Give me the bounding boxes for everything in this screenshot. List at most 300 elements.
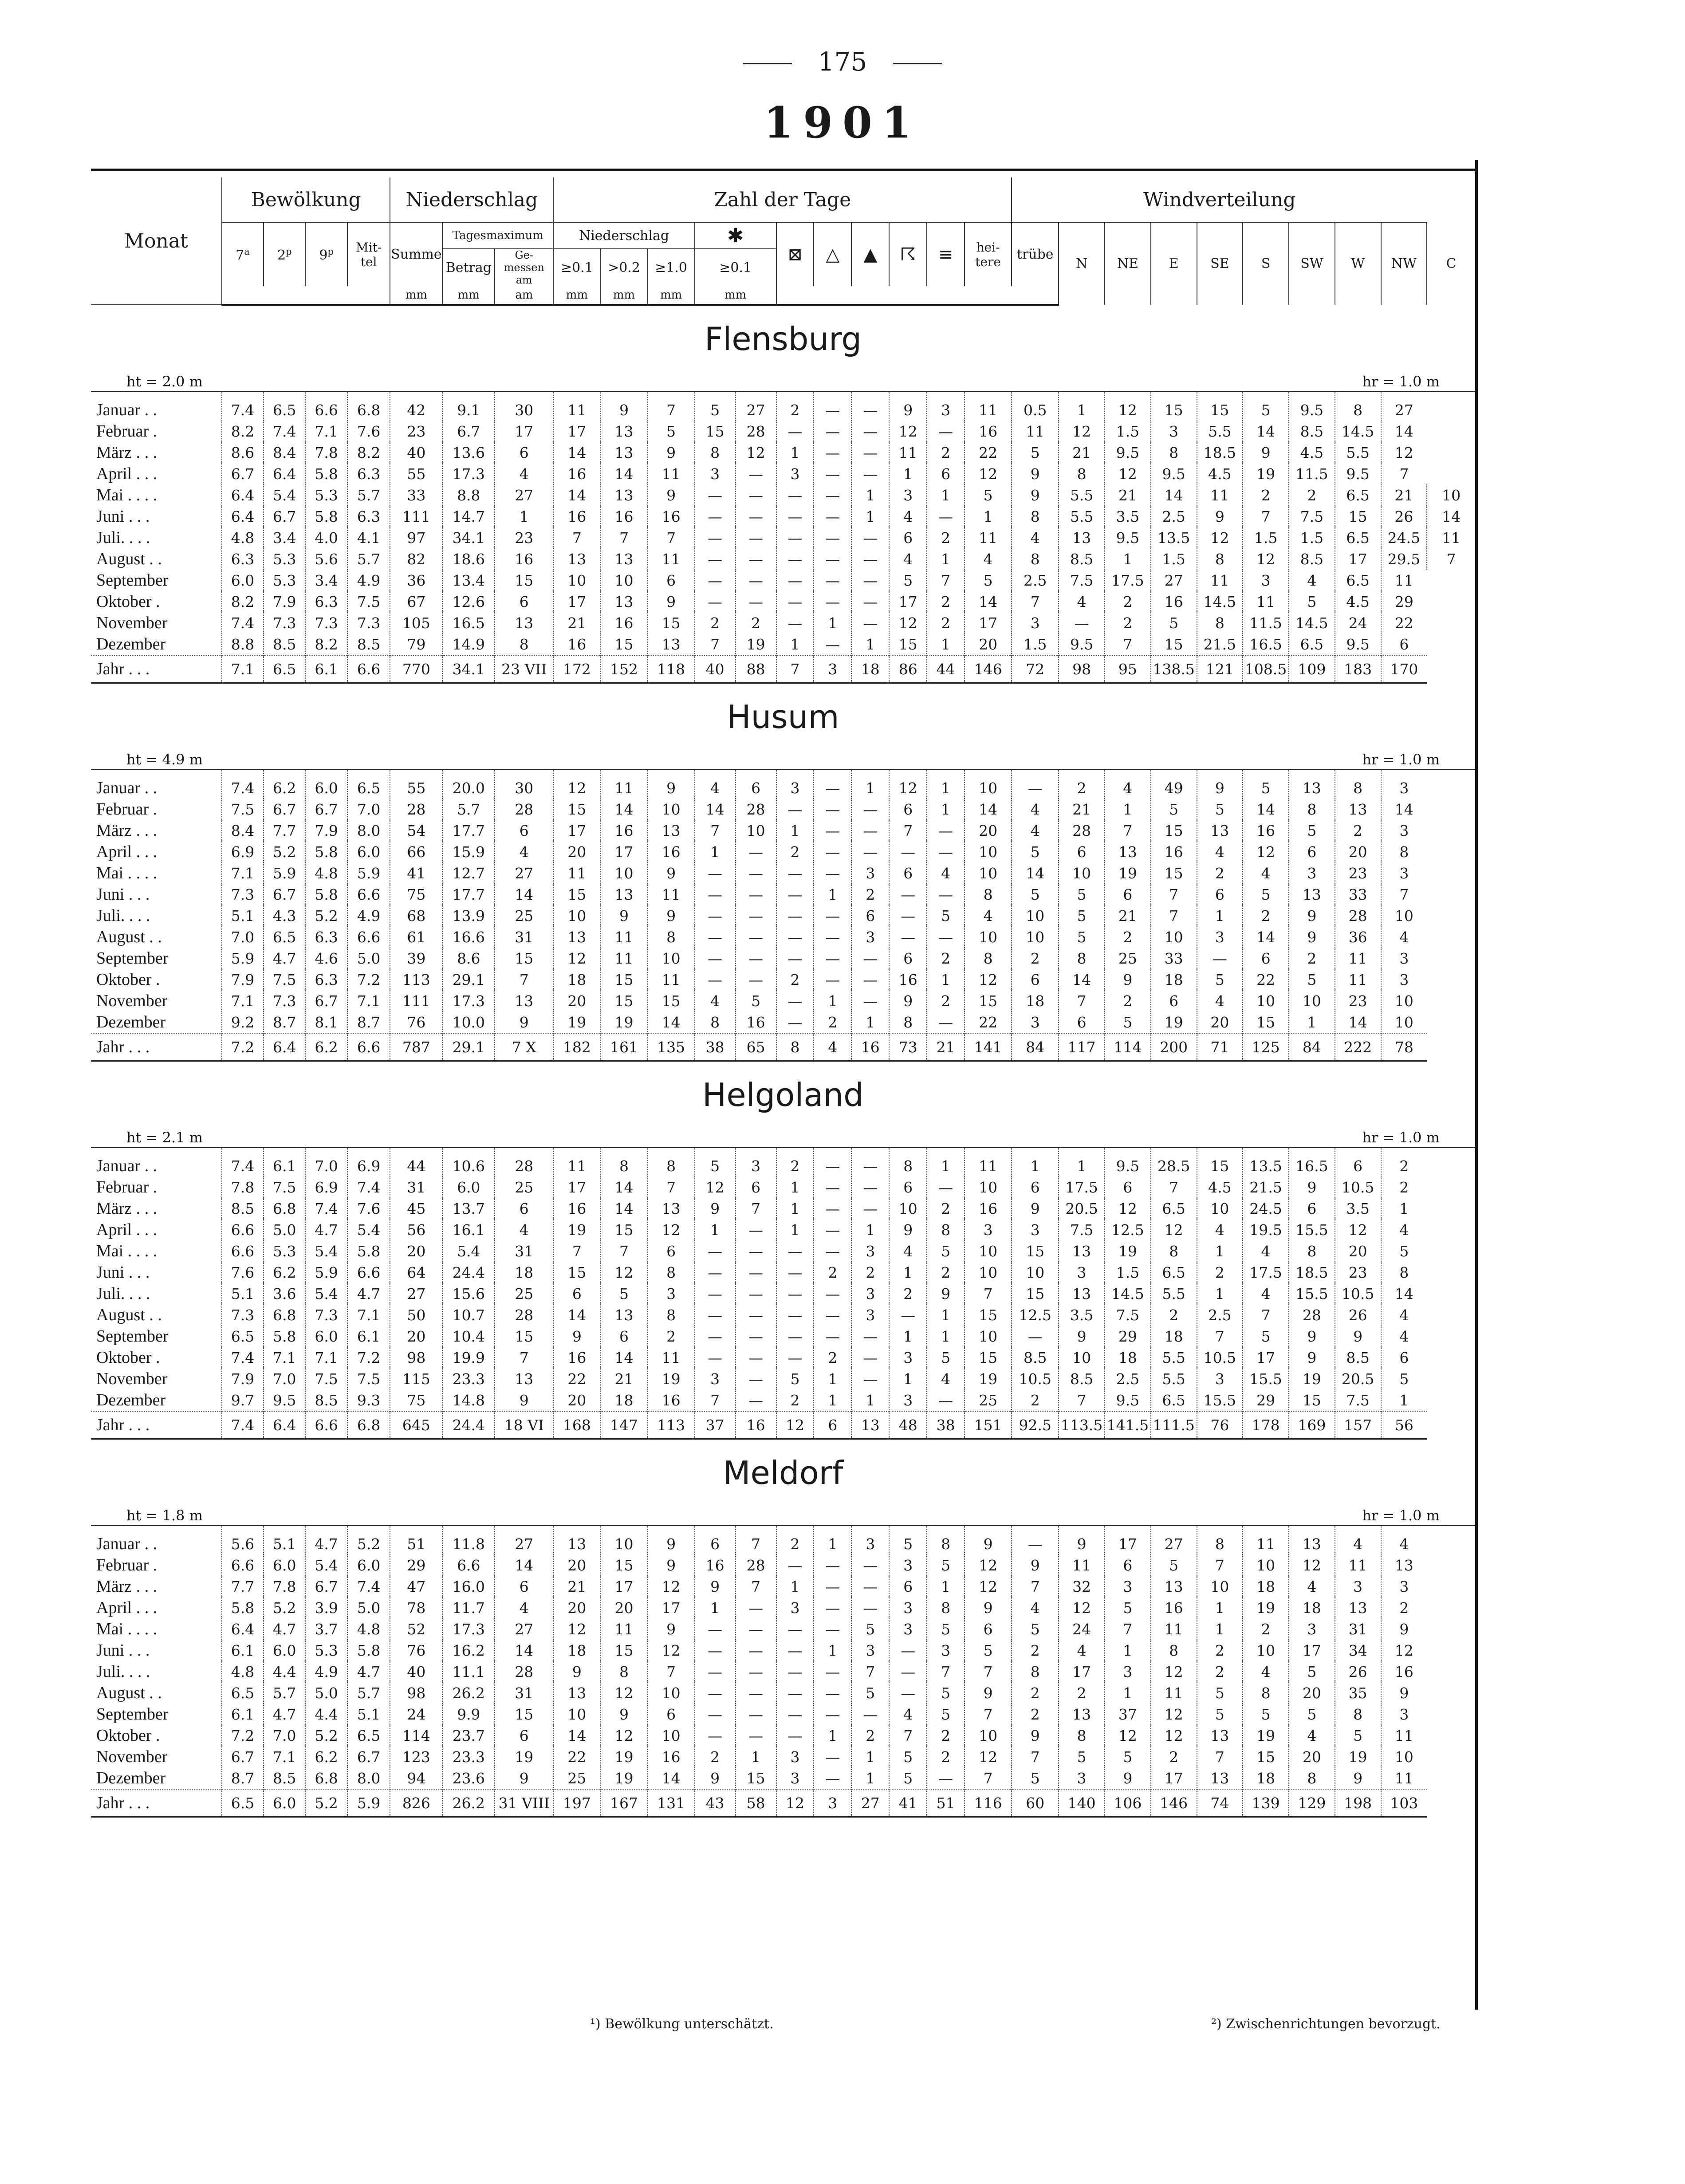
table-cell: 9 [695, 1198, 736, 1219]
table-cell: 1 [495, 506, 553, 527]
table-cell: 3 [851, 926, 889, 948]
table-cell: 5.5 [1059, 484, 1105, 506]
table-cell: 5 [776, 1368, 814, 1389]
table-cell: 6.7 [347, 1746, 390, 1767]
table-cell: 10 [965, 862, 1012, 884]
table-cell: 15.5 [1243, 1368, 1289, 1389]
table-cell: 6 [495, 820, 553, 841]
table-cell: — [851, 612, 889, 634]
table-cell: 15 [1012, 1283, 1059, 1304]
table-cell: 8.7 [222, 1767, 264, 1789]
table-cell: 2.5 [1105, 1368, 1151, 1389]
table-cell: 38 [695, 1033, 736, 1061]
table-cell: 7 [1105, 1618, 1151, 1640]
table-cell: 5.4 [305, 1283, 347, 1304]
table-cell: — [695, 1725, 736, 1746]
table-cell: 8 [1197, 1526, 1243, 1555]
table-row [91, 862, 1475, 884]
table-cell: 24.5 [1243, 1198, 1289, 1219]
table-cell: 8.5 [264, 634, 305, 655]
table-cell: 5.4 [264, 484, 305, 506]
table-cell: 11 [1335, 969, 1381, 990]
table-cell: 1 [1197, 1283, 1243, 1304]
table-cell: 8 [1289, 1767, 1335, 1789]
month-label: November [96, 992, 168, 1010]
table-cell: 10 [648, 1725, 695, 1746]
table-cell: 13 [1289, 770, 1335, 799]
table-cell: 8.5 [347, 634, 390, 655]
station-hr: hr = 1.0 m [851, 372, 1475, 392]
col-gemessen: Ge-messen am [495, 249, 553, 287]
table-cell: 7 [495, 969, 553, 990]
table-cell: 7 [695, 820, 736, 841]
month-label: April . . . [96, 1598, 157, 1617]
table-cell: 9 [1197, 770, 1243, 799]
table-cell: 18 [851, 655, 889, 683]
table-cell: 10 [1427, 484, 1475, 506]
table-cell: 9.1 [442, 392, 495, 421]
table-cell: 22 [553, 1368, 600, 1389]
table-cell: 6 [1381, 1347, 1427, 1368]
table-cell: 18 [1105, 1347, 1151, 1368]
table-cell: 24 [390, 1704, 442, 1725]
table-cell: 31 [495, 1240, 553, 1262]
table-cell: 5 [1151, 1554, 1197, 1576]
table-cell: 11 [1012, 421, 1059, 442]
table-cell: 12 [965, 1554, 1012, 1576]
table-cell: 2 [776, 1148, 814, 1177]
table-cell: 3 [776, 1746, 814, 1767]
table-cell: — [736, 570, 776, 591]
table-cell: 16 [965, 1198, 1012, 1219]
table-row [91, 1283, 1475, 1304]
table-cell: 5.7 [264, 1682, 305, 1704]
table-cell: 9 [889, 1219, 927, 1240]
table-cell: 7.8 [264, 1576, 305, 1597]
table-cell: 7.0 [347, 799, 390, 820]
table-cell: 12.5 [1105, 1219, 1151, 1240]
month-label: Februar . [96, 1556, 157, 1574]
table-cell: 1 [776, 1576, 814, 1597]
table-cell: 9 [495, 1389, 553, 1411]
table-cell: — [814, 1177, 851, 1198]
table-cell: 13 [1289, 884, 1335, 905]
table-cell: 8 [695, 1011, 736, 1033]
table-cell: 2.5 [1012, 570, 1059, 591]
table-cell: 19 [1151, 1011, 1197, 1033]
table-cell: 14 [1427, 506, 1475, 527]
table-cell: 13.7 [442, 1198, 495, 1219]
table-cell: 8.2 [305, 634, 347, 655]
table-cell: 28 [736, 421, 776, 442]
table-cell: 7 [495, 1347, 553, 1368]
table-cell: — [927, 884, 965, 905]
table-cell: — [736, 905, 776, 926]
table-cell: 7.3 [222, 884, 264, 905]
table-cell: 5 [1289, 591, 1335, 612]
table-cell: — [776, 1618, 814, 1640]
table-cell: 7.6 [347, 1198, 390, 1219]
table-cell: 9 [927, 1283, 965, 1304]
table-cell: 5.0 [264, 1219, 305, 1240]
table-cell: 7 [1381, 884, 1427, 905]
table-cell: 14 [495, 884, 553, 905]
table-cell: 7.3 [222, 1304, 264, 1326]
table-cell: 6.2 [305, 1033, 347, 1061]
table-cell: 15 [553, 884, 600, 905]
table-cell: 6 [814, 1411, 851, 1439]
table-cell: 13 [600, 1304, 647, 1326]
table-cell: 3 [814, 655, 851, 683]
table-cell: 11 [1197, 570, 1243, 591]
table-cell: 41 [390, 862, 442, 884]
table-cell: 27 [736, 392, 776, 421]
table-cell: 7.1 [347, 1304, 390, 1326]
table-cell: 16 [889, 969, 927, 990]
table-cell: 2 [927, 990, 965, 1011]
table-cell: 19 [965, 1368, 1012, 1389]
table-cell: 6.2 [305, 1746, 347, 1767]
table-cell: 73 [889, 1033, 927, 1061]
table-cell: 20 [553, 1389, 600, 1411]
table-cell: — [814, 1554, 851, 1576]
unit-gemessen: am [495, 286, 553, 305]
table-cell: — [814, 570, 851, 591]
table-cell: 1 [889, 1326, 927, 1347]
table-cell: 26.2 [442, 1682, 495, 1704]
table-cell: 10 [600, 1526, 647, 1555]
table-cell: 198 [1335, 1789, 1381, 1817]
table-cell: 3 [851, 862, 889, 884]
table-cell: 6.5 [1289, 634, 1335, 655]
table-cell: — [889, 1640, 927, 1661]
table-cell: — [814, 484, 851, 506]
table-cell: — [814, 905, 851, 926]
table-cell: 5.0 [347, 948, 390, 969]
table-cell: 12 [695, 1177, 736, 1198]
table-cell: 8.2 [347, 442, 390, 463]
table-cell: 3.6 [264, 1283, 305, 1304]
table-cell: — [851, 1368, 889, 1389]
table-cell: — [695, 1618, 736, 1640]
table-row [91, 1326, 1475, 1347]
table-cell: 10 [1381, 1011, 1427, 1033]
table-cell: 135 [648, 1033, 695, 1061]
table-cell: 9 [1012, 484, 1059, 506]
table-cell: 20.5 [1059, 1198, 1105, 1219]
table-cell: 29 [390, 1554, 442, 1576]
table-cell: 4.3 [264, 905, 305, 926]
table-cell: 9 [1012, 1198, 1059, 1219]
month-label: Jahr . . . [91, 655, 222, 683]
table-cell: 12.7 [442, 862, 495, 884]
table-cell: 8.5 [1012, 1347, 1059, 1368]
table-cell: 9 [495, 1767, 553, 1789]
table-cell: 21 [553, 1576, 600, 1597]
table-cell: 7 [1243, 1304, 1289, 1326]
table-cell: 5 [1059, 884, 1105, 905]
table-cell: 11 [600, 1618, 647, 1640]
table-cell: 1 [695, 1597, 736, 1618]
table-cell: — [776, 612, 814, 634]
table-cell: 9.5 [1289, 392, 1335, 421]
table-cell: 16 [600, 612, 647, 634]
table-cell: 3 [889, 1347, 927, 1368]
table-row [91, 884, 1475, 905]
table-cell: 18 [1289, 1597, 1335, 1618]
table-cell: 37 [1105, 1704, 1151, 1725]
table-cell: 13 [1289, 1526, 1335, 1555]
table-cell: 6.6 [442, 1554, 495, 1576]
table-cell: 2 [1151, 1304, 1197, 1326]
table-cell: 1 [1105, 1640, 1151, 1661]
table-cell: 14 [1059, 969, 1105, 990]
month-label: Oktober . [96, 1726, 160, 1745]
table-cell: 9 [648, 484, 695, 506]
table-cell: 7.4 [222, 392, 264, 421]
table-cell: 8 [889, 1148, 927, 1177]
col-ge01: ≥0.1 [553, 249, 600, 287]
table-cell: 6.6 [305, 1411, 347, 1439]
table-cell: 7.0 [222, 926, 264, 948]
table-cell: — [814, 442, 851, 463]
table-cell: 12 [600, 1725, 647, 1746]
table-cell: — [927, 506, 965, 527]
table-cell: 29.5 [1381, 548, 1427, 570]
table-cell: 6.6 [347, 1262, 390, 1283]
table-cell: 6.1 [222, 1704, 264, 1725]
table-cell: 1 [851, 1011, 889, 1033]
station-name: Husum [727, 698, 839, 736]
table-cell: 10 [1059, 862, 1105, 884]
table-cell: 13.5 [1243, 1148, 1289, 1177]
table-cell: — [814, 969, 851, 990]
table-cell: 5.9 [305, 1262, 347, 1283]
table-cell: — [776, 1725, 814, 1746]
table-cell: 8 [1059, 463, 1105, 484]
table-cell: 11 [600, 948, 647, 969]
table-cell: 7 [648, 1661, 695, 1682]
table-cell: 5.8 [347, 1240, 390, 1262]
table-cell: 9.5 [1151, 463, 1197, 484]
table-cell: 9 [495, 1011, 553, 1033]
table-cell: — [736, 884, 776, 905]
table-cell: — [736, 1347, 776, 1368]
table-cell: 4.5 [1289, 442, 1335, 463]
table-cell: 16 [648, 1746, 695, 1767]
table-cell: 7.7 [264, 820, 305, 841]
table-cell: 5 [1059, 926, 1105, 948]
table-cell: 4.7 [264, 1704, 305, 1725]
table-cell: 11.7 [442, 1597, 495, 1618]
table-cell: 15 [600, 1640, 647, 1661]
table-cell: 9 [648, 1526, 695, 1555]
table-cell: 19 [1335, 1746, 1381, 1767]
table-cell: 5.6 [222, 1526, 264, 1555]
table-cell: 76 [1197, 1411, 1243, 1439]
table-row [91, 548, 1475, 570]
table-cell: 6 [1105, 1554, 1151, 1576]
table-row [91, 1682, 1475, 1704]
table-cell: 19 [600, 1767, 647, 1789]
table-cell: 15.5 [1289, 1219, 1335, 1240]
table-cell: 23.3 [442, 1368, 495, 1389]
table-cell: — [736, 1661, 776, 1682]
table-cell: — [927, 926, 965, 948]
table-cell: 31 [495, 1682, 553, 1704]
table-cell: — [736, 841, 776, 862]
table-cell: 3 [1381, 1704, 1427, 1725]
table-cell: 3 [1012, 1219, 1059, 1240]
table-cell: 82 [390, 548, 442, 570]
table-cell: 2 [736, 612, 776, 634]
table-cell: 7 [965, 1704, 1012, 1725]
table-cell: 5.4 [305, 1240, 347, 1262]
col-wind-n: N [1059, 222, 1105, 305]
table-cell: 16.0 [442, 1576, 495, 1597]
table-cell: 14 [1012, 862, 1059, 884]
table-cell: 10 [1197, 1198, 1243, 1219]
table-cell: 7 [965, 1661, 1012, 1682]
table-row [91, 948, 1475, 969]
table-cell: 21 [1105, 484, 1151, 506]
table-cell: 4.5 [1335, 591, 1381, 612]
table-cell: 16.1 [442, 1219, 495, 1240]
table-cell: 7 [736, 1526, 776, 1555]
table-cell: 6 [495, 442, 553, 463]
table-cell: 8.6 [222, 442, 264, 463]
table-cell: 40 [390, 1661, 442, 1682]
table-cell: 1 [776, 442, 814, 463]
table-cell: 9.5 [1105, 527, 1151, 548]
table-cell: — [776, 862, 814, 884]
table-cell: — [889, 1304, 927, 1326]
table-cell: 18 [1243, 1767, 1289, 1789]
table-cell: 6.7 [264, 884, 305, 905]
table-cell: 27 [1151, 1526, 1197, 1555]
table-cell: 6.6 [305, 392, 347, 421]
table-cell: 6.3 [305, 926, 347, 948]
table-cell: 3 [695, 1368, 736, 1389]
table-cell: — [889, 884, 927, 905]
table-cell: 6 [553, 1283, 600, 1304]
table-cell: 4.9 [305, 1661, 347, 1682]
table-cell: 2 [1105, 990, 1151, 1011]
table-cell: 11 [1427, 527, 1475, 548]
table-cell: 2 [1012, 1389, 1059, 1411]
table-cell: 5 [1335, 1725, 1381, 1746]
table-cell: 2 [1243, 484, 1289, 506]
table-cell: 95 [1105, 655, 1151, 683]
table-cell: 1 [927, 484, 965, 506]
table-cell: 2 [776, 969, 814, 990]
table-cell: 8.8 [222, 634, 264, 655]
table-cell: 7.5 [347, 591, 390, 612]
table-cell: 8.5 [1059, 1368, 1105, 1389]
table-cell: 8 [1289, 799, 1335, 820]
table-cell: 4 [1289, 570, 1335, 591]
table-cell: 14.8 [442, 1389, 495, 1411]
table-cell: — [814, 1661, 851, 1682]
table-cell: 11 [965, 527, 1012, 548]
table-cell: 111 [390, 506, 442, 527]
table-cell: — [776, 948, 814, 969]
table-cell: — [851, 1704, 889, 1725]
table-cell: 15 [1197, 1148, 1243, 1177]
table-cell: — [851, 969, 889, 990]
table-cell: 3 [1381, 820, 1427, 841]
table-cell: — [695, 926, 736, 948]
table-cell: 11.1 [442, 1661, 495, 1682]
table-cell: 12 [889, 770, 927, 799]
table-cell: 5.8 [305, 841, 347, 862]
table-cell: 6.5 [347, 770, 390, 799]
table-cell: 2 [776, 1526, 814, 1555]
table-row [91, 1219, 1475, 1240]
table-cell: 16 [648, 841, 695, 862]
station-heights [91, 372, 1475, 392]
table-cell: 10 [553, 570, 600, 591]
table-cell: 10 [965, 1262, 1012, 1283]
table-cell: 18 [1151, 969, 1197, 990]
table-cell: 1 [851, 484, 889, 506]
table-cell: 9 [1289, 1326, 1335, 1347]
table-cell: 9 [1335, 1767, 1381, 1789]
table-cell: 52 [390, 1618, 442, 1640]
table-cell: 1 [927, 1148, 965, 1177]
table-cell: 7 [1151, 884, 1197, 905]
table-cell: 4 [495, 841, 553, 862]
table-row [91, 841, 1475, 862]
table-cell: 11 [889, 442, 927, 463]
table-cell: — [814, 1704, 851, 1725]
table-cell: 10 [1012, 1262, 1059, 1283]
table-cell: 13 [600, 421, 647, 442]
table-cell: 56 [1381, 1411, 1427, 1439]
table-cell: 13 [1059, 1283, 1105, 1304]
table-cell: 8.5 [1059, 548, 1105, 570]
table-cell: 6 [1059, 841, 1105, 862]
table-cell: 16 [1151, 591, 1197, 612]
table-cell: 1 [814, 884, 851, 905]
table-cell: 9.2 [222, 1011, 264, 1033]
table-cell: 10 [648, 799, 695, 820]
table-cell: — [776, 1704, 814, 1725]
table-cell: 8.2 [222, 421, 264, 442]
table-cell: 7.9 [305, 820, 347, 841]
table-cell: 10 [1197, 1576, 1243, 1597]
table-cell: 25 [1105, 948, 1151, 969]
table-cell: 14 [1381, 799, 1427, 820]
table-cell: 12 [965, 969, 1012, 990]
table-cell: 2 [1151, 1746, 1197, 1767]
table-cell: 20 [553, 990, 600, 1011]
table-row [91, 1526, 1475, 1555]
table-cell: 10 [1381, 905, 1427, 926]
table-cell: 6.5 [1151, 1262, 1197, 1283]
table-cell: 111.5 [1151, 1411, 1197, 1439]
table-cell: 2 [1381, 1177, 1427, 1198]
table-cell: 15 [600, 1219, 647, 1240]
table-cell: — [776, 570, 814, 591]
table-cell: 15 [695, 421, 736, 442]
table-cell: — [851, 1597, 889, 1618]
table-cell: 8 [1151, 1640, 1197, 1661]
table-cell: 6.5 [264, 655, 305, 683]
table-cell: 19 [600, 1746, 647, 1767]
table-cell: 4 [1289, 1576, 1335, 1597]
footnote-2: ²) Zwischenrichtungen bevorzugt. [1211, 2016, 1441, 2032]
